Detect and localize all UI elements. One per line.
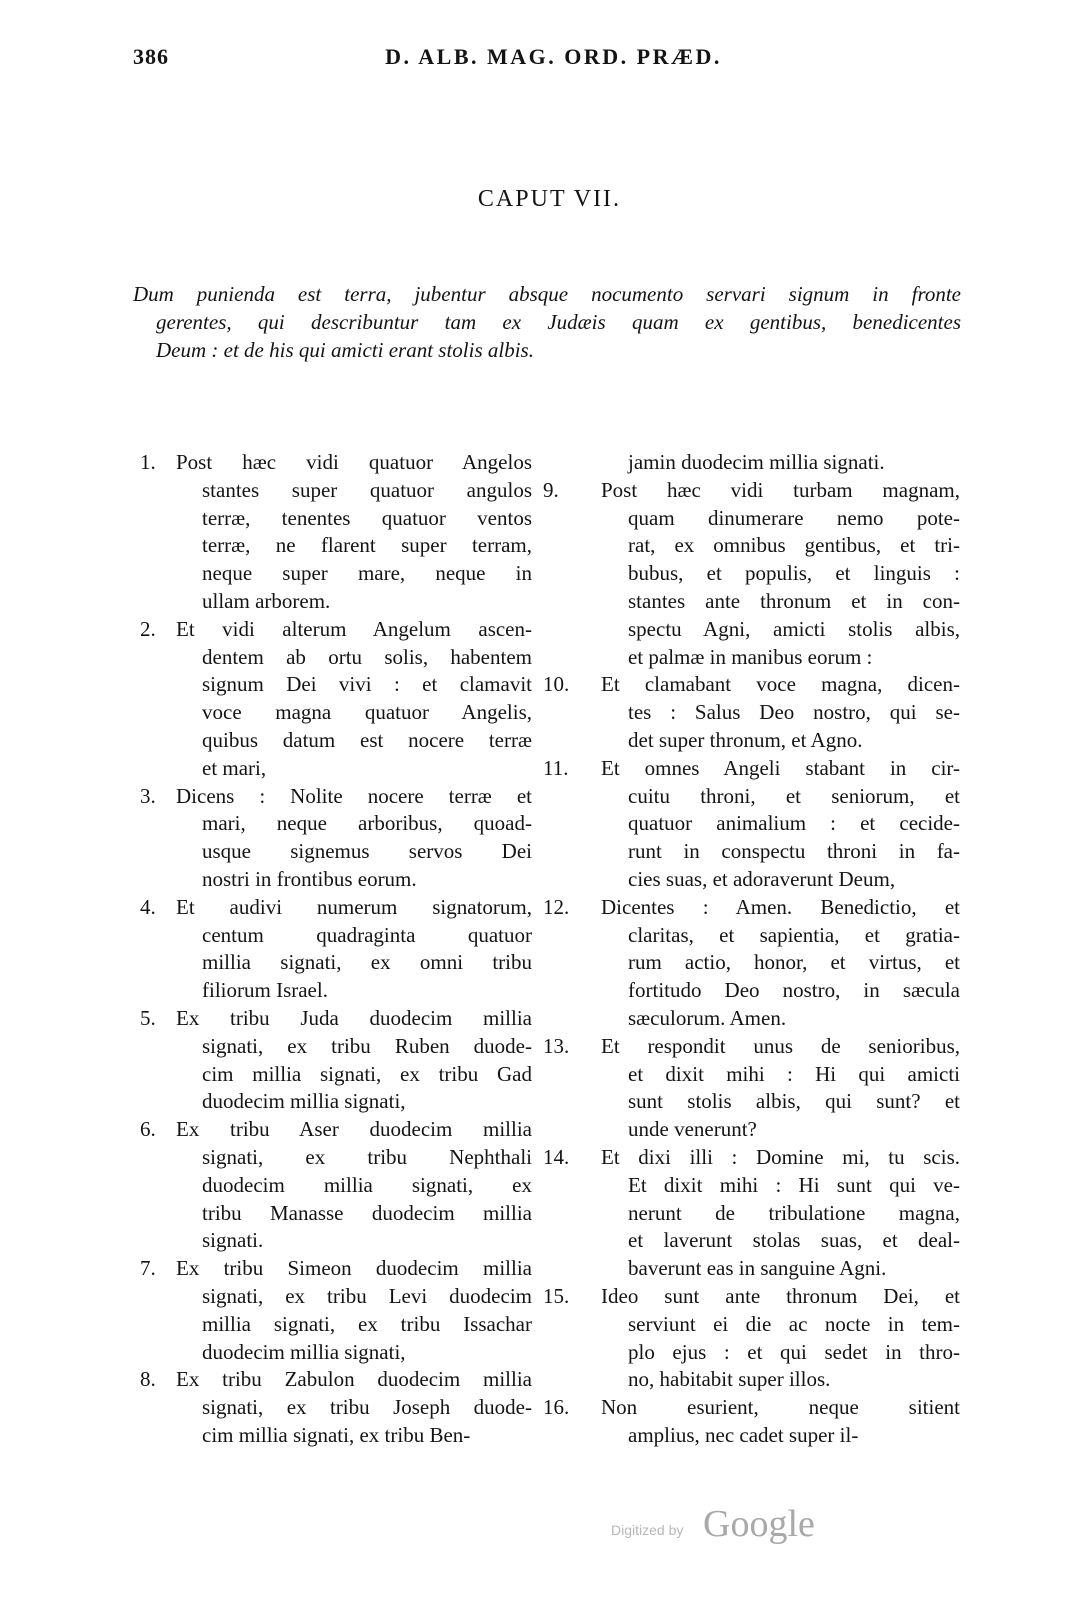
verse — [140, 894, 532, 1005]
verse-text: voce magna quatuor Angelis, — [202, 700, 532, 725]
verse-number: 16. — [543, 1395, 570, 1420]
verse-line — [140, 1061, 532, 1089]
verse-line — [140, 560, 532, 588]
verse-text: Et omnes Angeli stabant in cir- — [601, 755, 960, 780]
verse-line — [140, 1005, 532, 1033]
verse-text: amplius, nec cadet super il- — [628, 1422, 859, 1447]
verse-text: tes : Salus Deo nostro, qui se- — [628, 700, 960, 725]
verse-number: 7. — [140, 1256, 156, 1281]
chapter-title: CAPUT VII. — [477, 186, 622, 212]
verse-text: terræ, ne flarent super terram, — [202, 533, 532, 558]
verse-text: tribu Manasse duodecim millia — [202, 1200, 532, 1225]
verse-line — [140, 838, 532, 866]
verse-text: signati. — [202, 1228, 264, 1253]
verse-text: millia signati, ex tribu Issachar — [202, 1311, 532, 1336]
running-head: D. ALB. MAG. ORD. PRÆD. — [385, 44, 722, 69]
verse-line — [140, 1116, 532, 1144]
verse-text: quibus datum est nocere terræ — [202, 727, 532, 752]
verse-text: usque signemus servos Dei — [202, 839, 532, 864]
verse-line — [543, 477, 960, 505]
verse — [140, 1116, 532, 1255]
verse-text: cies suas, et adoraverunt Deum, — [628, 866, 896, 891]
verse-line — [543, 977, 960, 1005]
verse-line — [543, 1339, 960, 1367]
verse-text: det super thronum, et Agno. — [628, 727, 863, 752]
google-logo: Google — [703, 1503, 815, 1545]
verse-text: rat, ex omnibus gentibus, et tri- — [628, 533, 960, 558]
verse-number: 6. — [140, 1117, 156, 1142]
verse-line — [140, 727, 532, 755]
verse-text: no, habitabit super illos. — [628, 1367, 831, 1392]
verse-line — [543, 755, 960, 783]
verse-text: Non esurient, neque sitient — [601, 1395, 960, 1420]
verse-line — [543, 1033, 960, 1061]
verse-line — [543, 449, 960, 477]
verse-text: stantes ante thronum et in con- — [628, 588, 960, 613]
verse-line — [543, 1422, 960, 1450]
verse-line — [543, 866, 960, 894]
verse — [543, 1394, 960, 1450]
verse-line — [543, 810, 960, 838]
verse-number: 5. — [140, 1005, 156, 1030]
verse-text: duodecim millia signati, ex — [202, 1172, 532, 1197]
verse-line — [140, 616, 532, 644]
verse-line — [543, 1311, 960, 1339]
verse-line — [543, 1227, 960, 1255]
verse-number: 8. — [140, 1367, 156, 1392]
verse-number: 14. — [543, 1144, 570, 1169]
verse-text: baverunt eas in sanguine Agni. — [628, 1256, 887, 1281]
verse-text: et mari, — [202, 755, 267, 780]
verse — [543, 671, 960, 754]
verse-line — [140, 1366, 532, 1394]
verse-line — [140, 1088, 532, 1116]
verse-line — [543, 1255, 960, 1283]
verse-line — [140, 699, 532, 727]
verse-line — [543, 1172, 960, 1200]
verse-text: et palmæ in manibus eorum : — [628, 644, 873, 669]
verse-text: Ex tribu Zabulon duodecim millia — [176, 1367, 532, 1392]
verse-text: signati, ex tribu Levi duodecim — [202, 1283, 532, 1308]
verse-number: 4. — [140, 894, 156, 919]
verse-text: filiorum Israel. — [202, 978, 328, 1003]
verse-text: Et dixit mihi : Hi sunt qui ve- — [628, 1172, 960, 1197]
verse — [543, 1033, 960, 1144]
verse-line — [543, 1200, 960, 1228]
summary-line: Dum punienda est terra, jubentur absque nocumento servari signum in fronte — [133, 282, 961, 306]
verse-text: signati, ex tribu Joseph duode- — [202, 1395, 532, 1420]
verse-line — [140, 977, 532, 1005]
verse-line — [140, 1311, 532, 1339]
verse-line — [140, 505, 532, 533]
verse-text: terræ, tenentes quatuor ventos — [202, 505, 532, 530]
verse-text: quatuor animalium : et cecide- — [628, 811, 960, 836]
verse-line — [543, 1283, 960, 1311]
verse-text: Et clamabant voce magna, dicen- — [601, 672, 960, 697]
verse-line — [140, 588, 532, 616]
verse-text: mari, neque arboribus, quoad- — [202, 811, 532, 836]
verse-line — [140, 1227, 532, 1255]
verse-line — [543, 560, 960, 588]
verse-text: Et vidi alterum Angelum ascen- — [176, 616, 532, 641]
verse-text: ullam arborem. — [202, 588, 331, 613]
verse-text: Et audivi numerum signatorum, — [176, 894, 532, 919]
verse-line — [543, 1116, 960, 1144]
verse-line — [543, 505, 960, 533]
digitized-by-label: Digitized by — [611, 1522, 684, 1538]
verse-number: 15. — [543, 1283, 570, 1308]
verse-text: runt in conspectu throni in fa- — [628, 839, 960, 864]
verse-text: sunt stolis albis, qui sunt? et — [628, 1089, 960, 1114]
verse — [140, 1366, 532, 1449]
verse-line — [140, 1172, 532, 1200]
verse-text: millia signati, ex omni tribu — [202, 950, 532, 975]
summary-line: gerentes, qui describuntur tam ex Judæis quam ex gentibus, benedicentes — [156, 310, 961, 334]
verse-line — [543, 671, 960, 699]
verse-line — [140, 866, 532, 894]
verse-text: fortitudo Deo nostro, in sæcula — [628, 978, 960, 1003]
verse — [140, 1255, 532, 1366]
verse-line — [140, 1255, 532, 1283]
verse-line — [140, 1339, 532, 1367]
verse-line — [140, 1283, 532, 1311]
verse-line — [140, 1144, 532, 1172]
verse — [140, 783, 532, 894]
verse-text: Post hæc vidi quatuor Angelos — [176, 450, 532, 474]
page-number: 386 — [133, 44, 169, 69]
verse-line — [140, 1422, 532, 1450]
verse-text: neque super mare, neque in — [202, 561, 532, 586]
verse-line — [140, 671, 532, 699]
verse-line — [543, 1061, 960, 1089]
verse-line — [543, 1005, 960, 1033]
verse-line — [543, 616, 960, 644]
verse-text: signati, ex tribu Ruben duode- — [202, 1033, 532, 1058]
verse — [543, 1144, 960, 1283]
verse-text: unde venerunt? — [628, 1117, 757, 1142]
verse-text: signum Dei vivi : et clamavit — [202, 672, 532, 697]
verse-text: quam dinumerare nemo pote- — [628, 505, 960, 530]
verse-text: Ideo sunt ante thronum Dei, et — [601, 1283, 960, 1308]
verse-line — [140, 894, 532, 922]
verse-line — [543, 532, 960, 560]
verse-line — [140, 755, 532, 783]
verse-text: cuitu throni, et seniorum, et — [628, 783, 960, 808]
verse-text: centum quadraginta quatuor — [202, 922, 532, 947]
verse-line — [543, 588, 960, 616]
chapter-summary — [133, 280, 961, 364]
verse-text: dentem ab ortu solis, habentem — [202, 644, 532, 669]
verse-text: serviunt ei die ac nocte in tem- — [628, 1311, 960, 1336]
verse-text: Dicentes : Amen. Benedictio, et — [601, 894, 960, 919]
verse-line — [543, 949, 960, 977]
verse-text: signati, ex tribu Nephthali — [202, 1144, 532, 1169]
verse-text: rum actio, honor, et virtus, et — [628, 950, 960, 975]
verse-number: 13. — [543, 1033, 570, 1058]
verse — [140, 1005, 532, 1116]
verse — [140, 616, 532, 783]
verse-line — [543, 838, 960, 866]
verse-line — [140, 644, 532, 672]
verse-text: cim millia signati, ex tribu Gad — [202, 1061, 532, 1086]
verse-line — [140, 949, 532, 977]
verse-text: et laverunt stolas suas, et deal- — [628, 1228, 960, 1253]
verse — [543, 477, 960, 672]
verse-text: duodecim millia signati, — [202, 1089, 406, 1114]
verse-text: cim millia signati, ex tribu Ben- — [202, 1422, 471, 1447]
verse-text: bubus, et populis, et linguis : — [628, 561, 960, 586]
right-column — [543, 449, 960, 1450]
verse — [543, 449, 960, 477]
verse-line — [543, 1144, 960, 1172]
verse-number: 10. — [543, 672, 570, 697]
verse-text: nerunt de tribulatione magna, — [628, 1200, 960, 1225]
verse-line — [543, 922, 960, 950]
verse — [543, 755, 960, 894]
verse-text: jamin duodecim millia signati. — [628, 450, 885, 474]
summary-line: Deum : et de his qui amicti erant stolis albis. — [156, 338, 534, 362]
verse-text: claritas, et sapientia, et gratia- — [628, 922, 960, 947]
verse-text: spectu Agni, amicti stolis albis, — [628, 616, 960, 641]
verse-text: Ex tribu Aser duodecim millia — [176, 1117, 532, 1142]
verse-line — [140, 922, 532, 950]
verse-number: 1. — [140, 450, 156, 474]
verse-text: Ex tribu Simeon duodecim millia — [176, 1256, 532, 1281]
verse-line — [543, 1394, 960, 1422]
verse-text: Ex tribu Juda duodecim millia — [176, 1005, 532, 1030]
verse-text: et dixit mihi : Hi qui amicti — [628, 1061, 960, 1086]
verse-text: stantes super quatuor angulos — [202, 477, 532, 502]
verse-text: sæculorum. Amen. — [628, 1005, 787, 1030]
verse-text: Et respondit unus de senioribus, — [601, 1033, 960, 1058]
verse-line — [543, 699, 960, 727]
verse-line — [140, 810, 532, 838]
verse-number: 2. — [140, 616, 156, 641]
verse — [543, 894, 960, 1033]
verse — [140, 449, 532, 616]
verse-line — [140, 449, 532, 477]
verse-line — [140, 1394, 532, 1422]
verse-line — [140, 1200, 532, 1228]
verse-text: nostri in frontibus eorum. — [202, 866, 417, 891]
verse-text: Et dixi illi : Domine mi, tu scis. — [601, 1144, 960, 1169]
verse-line — [543, 727, 960, 755]
verse-number: 3. — [140, 783, 156, 808]
verse-line — [543, 894, 960, 922]
verse-text: duodecim millia signati, — [202, 1339, 406, 1364]
verse-line — [140, 532, 532, 560]
verse-line — [543, 1366, 960, 1394]
left-column — [140, 449, 532, 1450]
verse-text: Dicens : Nolite nocere terræ et — [176, 783, 532, 808]
verse-line — [543, 1088, 960, 1116]
verse-line — [543, 644, 960, 672]
page-header — [0, 44, 1087, 78]
verse — [543, 1283, 960, 1394]
verse-line — [140, 783, 532, 811]
verse-number: 9. — [543, 477, 559, 502]
verse-number: 12. — [543, 894, 570, 919]
verse-text: plo ejus : et qui sedet in thro- — [628, 1339, 960, 1364]
verse-line — [140, 1033, 532, 1061]
verse-text: Post hæc vidi turbam magnam, — [601, 477, 960, 502]
verse-number: 11. — [543, 755, 569, 780]
verse-line — [140, 477, 532, 505]
verse-line — [543, 783, 960, 811]
